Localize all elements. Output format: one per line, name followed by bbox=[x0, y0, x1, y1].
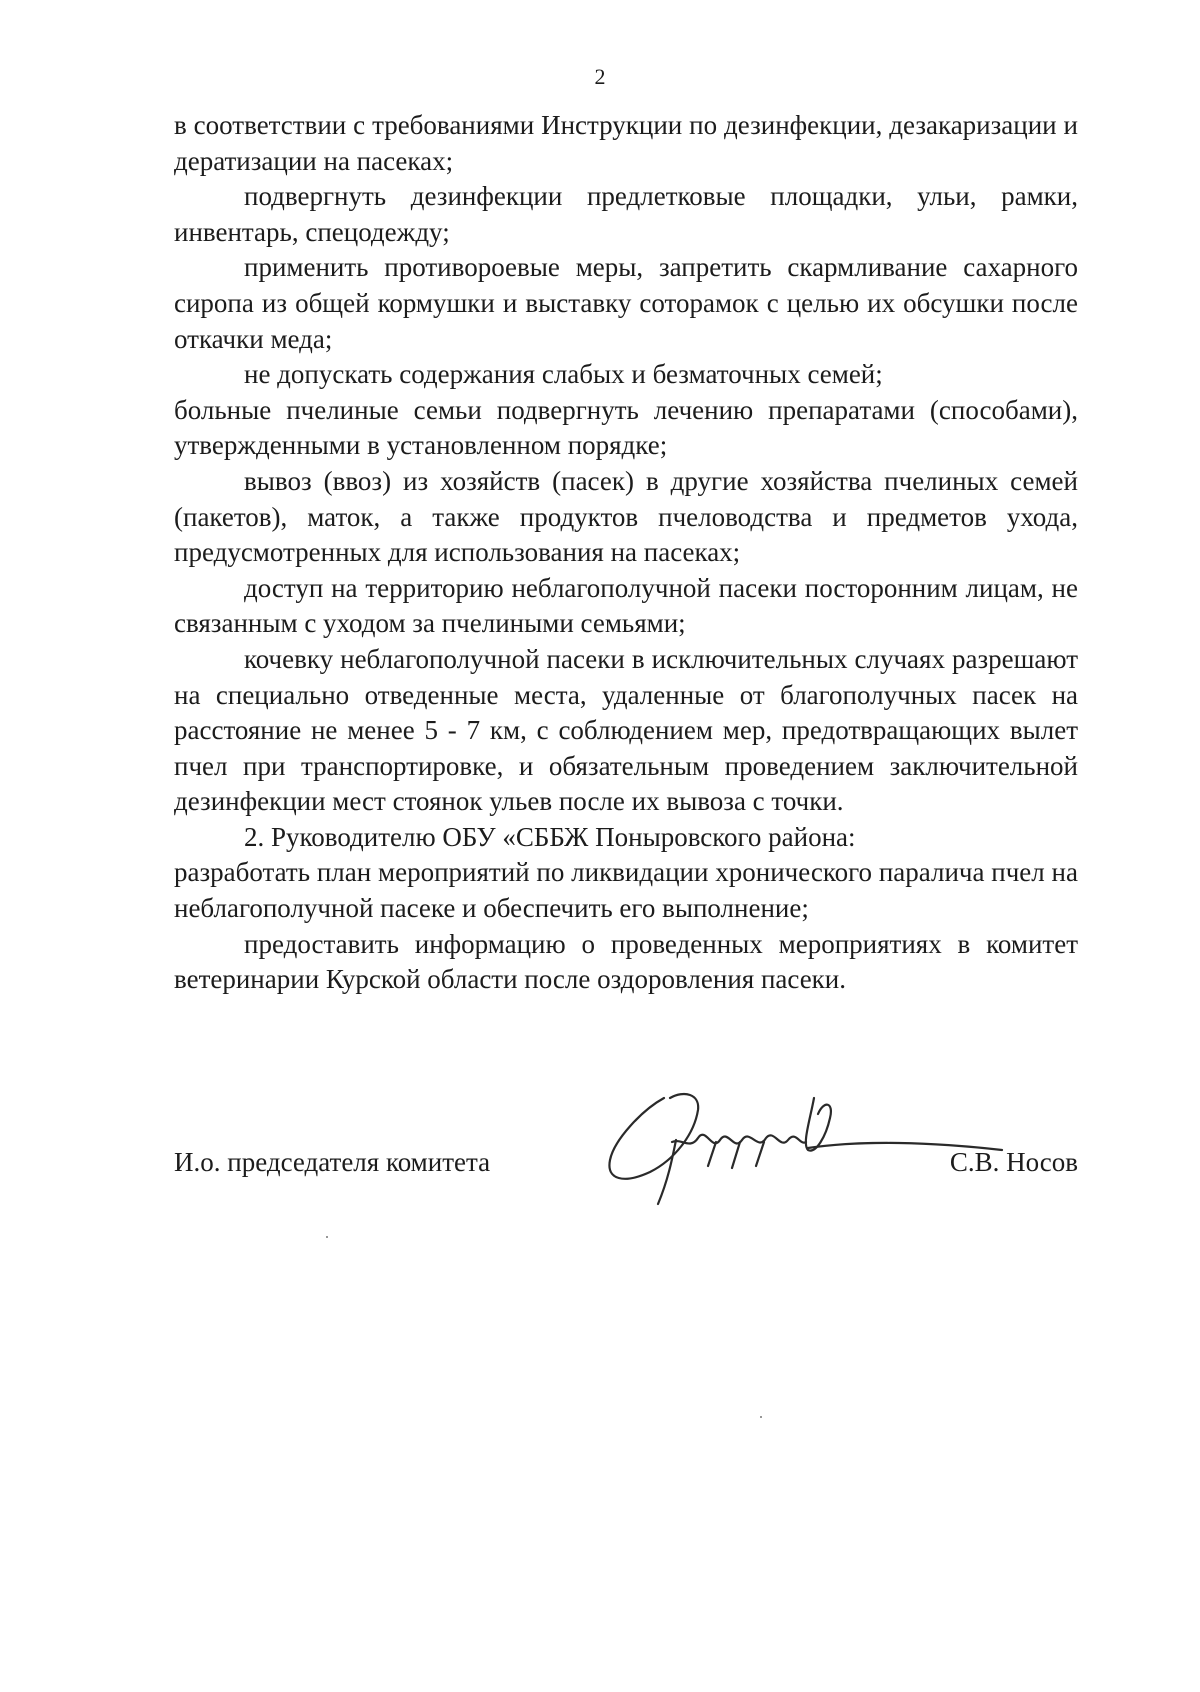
paragraph-7: доступ на территорию неблагополучной пасеки посторонним лицам, не связанным с уходом за пчелиными семьями; bbox=[174, 572, 1078, 639]
paragraph-3: применить противороевые меры, запретить скармливание сахарного сиропа из общей кормушки и выставку соторамок с целью их обсушки после откачки меда; bbox=[174, 252, 1078, 354]
signatory-name: С.В. Носов bbox=[949, 1147, 1078, 1177]
paragraph-1: в соответствии с требованиями Инструкции по дезинфекции, дезакаризации и дератизации на пасеках; bbox=[174, 110, 1078, 176]
paragraph-10: разработать план мероприятий по ликвидации хронического паралича пчел на неблагополучной пасеке и обеспечить его выполнение; bbox=[174, 857, 1078, 924]
paragraph-8: кочевку неблагополучной пасеки в исключительных случаях разрешают на специально отведенные места, удаленные от благополучных пасек на расстояние не менее 5 - 7 км, с соблюдением мер, предотвращающих вылет пчел при транспортировке, и обязательным проведением заключительной дезинфекции мест стоянок ульев после их вывоза с точки. bbox=[174, 643, 1078, 817]
paragraph-5: больные пчелиные семьи подвергнуть лечению препаратами (способами), утвержденными в установленном порядке; bbox=[174, 394, 1078, 461]
paragraph-4: не допускать содержания слабых и безматочных семей; bbox=[244, 359, 883, 390]
signatory-title: И.о. председателя комитета bbox=[174, 1147, 491, 1177]
scan-speck bbox=[760, 1416, 762, 1418]
signature-block bbox=[174, 1144, 1078, 1184]
document-body bbox=[174, 108, 1078, 998]
paragraph-6: вывоз (ввоз) из хозяйств (пасек) в другие хозяйства пчелиных семей (пакетов), маток, а также продуктов пчеловодства и предметов ухода, предусмотренных для использования на пасеках; bbox=[174, 465, 1078, 568]
paragraph-9: 2. Руководителю ОБУ «СББЖ Поныровского района: bbox=[244, 821, 856, 852]
paragraph-11: предоставить информацию о проведенных мероприятиях в комитет ветеринарии Курской области после оздоровления пасеки. bbox=[174, 928, 1078, 995]
scan-speck bbox=[326, 1236, 328, 1238]
paragraph-2: подвергнуть дезинфекции предлетковые площадки, ульи, рамки, инвентарь, спецодежду; bbox=[174, 181, 1078, 247]
page-number: 2 bbox=[594, 64, 606, 89]
